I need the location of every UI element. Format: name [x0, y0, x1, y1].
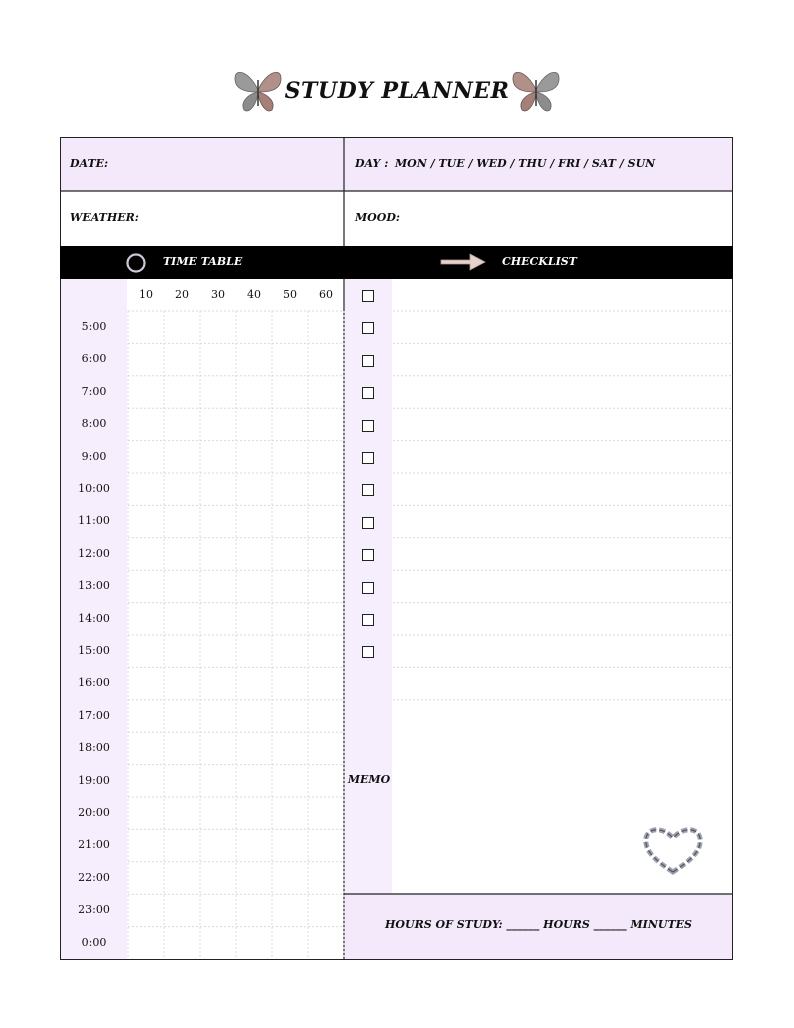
- weather-label: WEATHER:: [70, 211, 139, 224]
- minute-header: 20: [175, 288, 189, 301]
- checklist-title: CHECKLIST: [502, 255, 577, 268]
- checklist-checkbox[interactable]: [362, 420, 374, 432]
- checklist-checkbox[interactable]: [362, 484, 374, 496]
- checklist-checkbox[interactable]: [362, 549, 374, 561]
- checklist-checkbox[interactable]: [362, 387, 374, 399]
- minute-header: 10: [139, 288, 153, 301]
- hour-label: 20:00: [78, 806, 110, 819]
- minute-header: 60: [319, 288, 333, 301]
- arrow-right-icon: [440, 251, 486, 273]
- hour-label: 0:00: [81, 935, 107, 949]
- hour-label: 9:00: [81, 449, 107, 463]
- hour-label: 18:00: [78, 741, 110, 755]
- hour-label: 17:00: [78, 708, 110, 722]
- checklist-checkbox[interactable]: [362, 614, 374, 626]
- hour-label: 6:00: [81, 352, 107, 366]
- day-label: DAY :: [355, 157, 389, 170]
- minute-header: 30: [211, 288, 225, 301]
- checklist-checkbox[interactable]: [362, 290, 374, 302]
- minute-header: 50: [283, 288, 297, 301]
- hour-label: 10:00: [78, 482, 110, 495]
- hour-label: 16:00: [78, 676, 110, 690]
- checklist-checkbox[interactable]: [362, 517, 374, 529]
- checklist-checkbox[interactable]: [362, 355, 374, 367]
- circle-icon: [125, 252, 147, 274]
- hour-label: 22:00: [78, 870, 110, 884]
- hour-label: 8:00: [81, 417, 107, 431]
- hour-label: 11:00: [78, 514, 110, 528]
- hour-label: 14:00: [78, 611, 110, 625]
- hour-label: 5:00: [81, 320, 107, 333]
- memo-label: MEMO: [347, 773, 391, 786]
- mood-label: MOOD:: [355, 211, 400, 224]
- checklist-checkbox[interactable]: [362, 646, 374, 658]
- hour-label: 13:00: [78, 579, 110, 593]
- day-options[interactable]: MON / TUE / WED / THU / FRI / SAT / SUN: [395, 157, 656, 170]
- page-title: STUDY PLANNER: [284, 78, 510, 104]
- timetable-title: TIME TABLE: [163, 255, 243, 268]
- date-label: DATE:: [70, 157, 109, 170]
- minute-header: 40: [247, 288, 261, 301]
- checklist-checkbox[interactable]: [362, 452, 374, 464]
- section-header-bar: [60, 246, 733, 279]
- hour-label: 7:00: [81, 384, 107, 398]
- checklist-checkbox[interactable]: [362, 322, 374, 334]
- hour-label: 21:00: [78, 838, 110, 852]
- hour-label: 15:00: [78, 644, 110, 657]
- hour-label: 23:00: [78, 903, 110, 917]
- hour-label: 12:00: [78, 546, 110, 560]
- chain-heart-icon: [640, 822, 706, 878]
- hour-label: 19:00: [78, 773, 110, 787]
- hours-of-study[interactable]: HOURS OF STUDY: ______ HOURS ______ MINUTES: [385, 918, 692, 931]
- checklist-checkbox[interactable]: [362, 582, 374, 594]
